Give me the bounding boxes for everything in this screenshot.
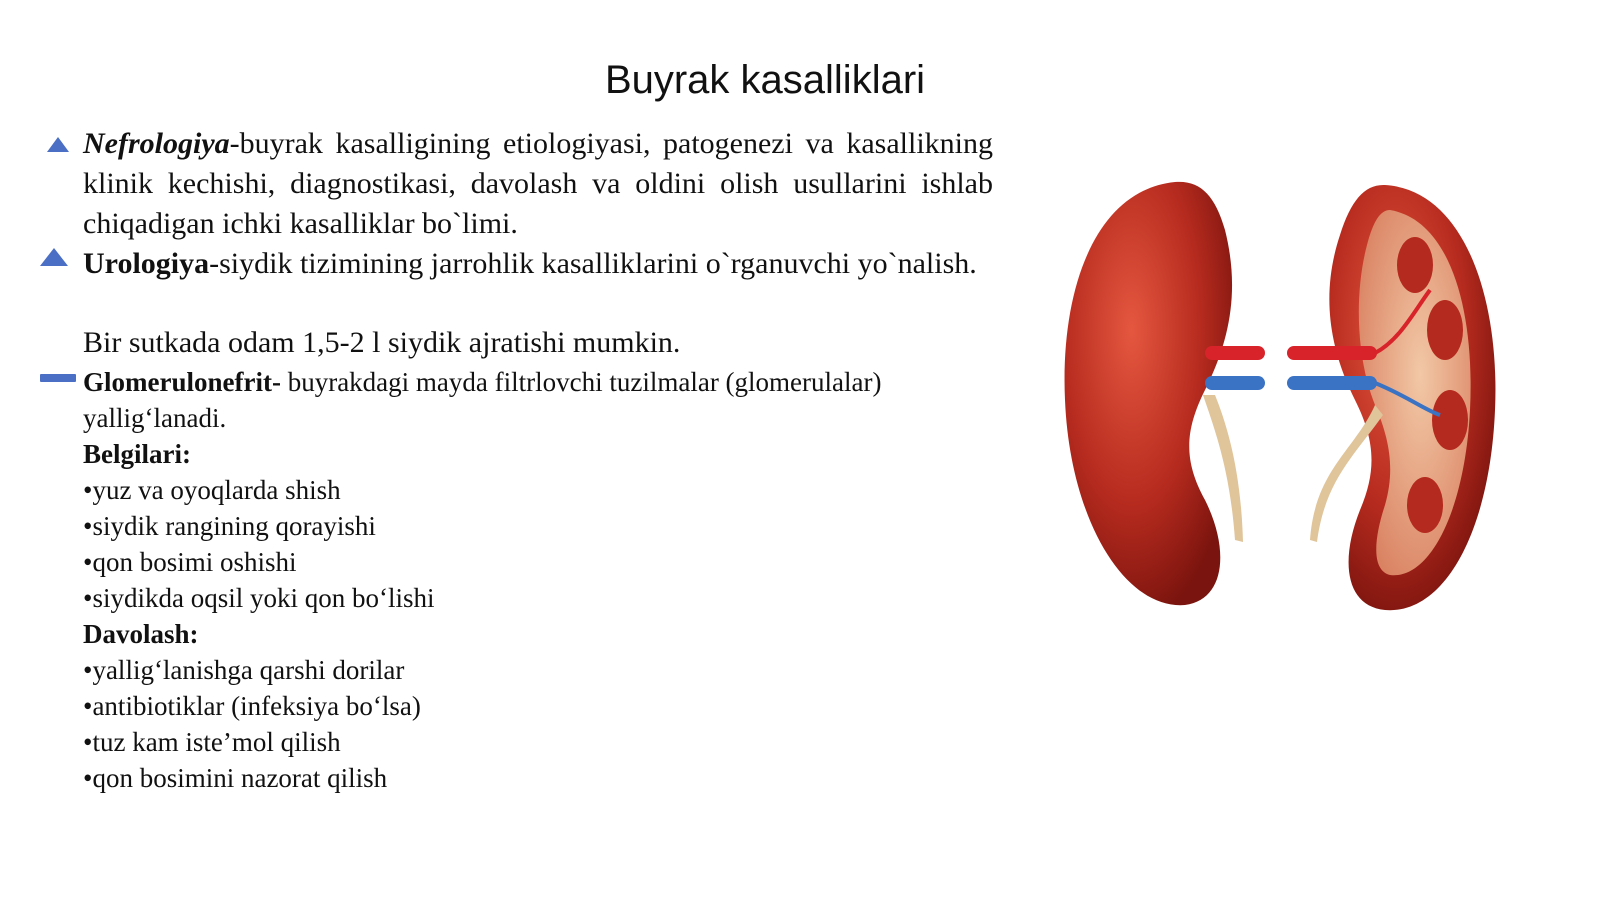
list-item: •siydik rangining qorayishi — [83, 511, 376, 541]
nefrologiya-text: -buyrak kasalligining etiologiyasi, patogenezi va kasallikning klinik kechishi, diagnostikasi, davolash va oldini olish usullarini ishlab chiqadigan ichki kasalliklar bo`limi. — [83, 127, 993, 240]
bar-bullet-icon — [40, 374, 76, 382]
nefrologiya-term: Nefrologiya — [83, 127, 230, 160]
left-kidney-icon — [1065, 182, 1265, 605]
list-item: •siydikda oqsil yoki qon bo‘lishi — [83, 583, 435, 613]
urologiya-paragraph — [83, 244, 993, 284]
list-item: •qon bosimini nazorat qilish — [83, 763, 388, 793]
urologiya-text: -siydik tizimining jarrohlik kasalliklarini o`rganuvchi yo`nalish. — [209, 247, 977, 280]
davolash-heading: Davolash: — [83, 619, 199, 649]
belgilari-heading: Belgilari: — [83, 439, 191, 469]
slide-title: Buyrak kasalliklari — [604, 58, 926, 102]
sutka-line: Bir sutkada odam 1,5-2 l siydik ajratishi mumkin. — [83, 326, 681, 359]
details-list — [83, 436, 434, 796]
list-item: •yallig‘lanishga qarshi dorilar — [83, 655, 405, 685]
triangle-bullet-icon — [47, 137, 69, 152]
list-item: •qon bosimi oshishi — [83, 547, 297, 577]
list-item: •yuz va oyoqlarda shish — [83, 475, 341, 505]
kidney-illustration — [1055, 170, 1515, 630]
urologiya-term: Urologiya — [83, 247, 210, 280]
right-kidney-icon — [1287, 185, 1495, 610]
nefrologiya-paragraph — [83, 124, 993, 244]
glomerulonefrit-text: buyrakdagi mayda filtrlovchi tuzilmalar (glomerulalar) yallig‘lanadi. — [83, 367, 882, 433]
glomerulonefrit-paragraph — [83, 364, 1013, 436]
list-item: •tuz kam iste’mol qilish — [83, 727, 341, 757]
list-item: •antibiotiklar (infeksiya bo‘lsa) — [83, 691, 421, 721]
triangle-bullet-icon — [40, 248, 68, 266]
glomerulonefrit-term: Glomerulonefrit- — [83, 367, 281, 397]
